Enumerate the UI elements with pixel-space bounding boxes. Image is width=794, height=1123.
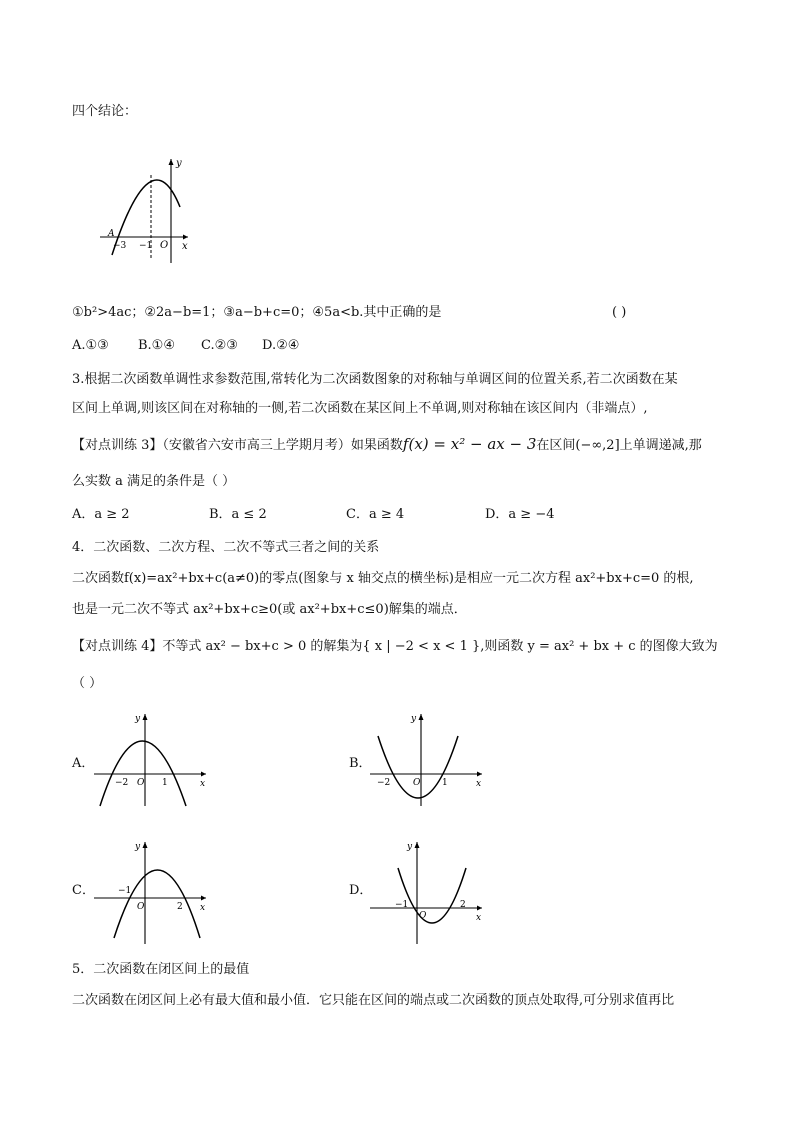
graph-b-tick-left: −2 — [377, 778, 391, 788]
q2-option-a: A.①③ — [72, 338, 109, 353]
graph-d-origin: O — [419, 911, 427, 921]
graph-c-tick-right: 2 — [177, 902, 183, 912]
graph-c-label: C． — [72, 883, 95, 898]
graph-a-tick-right: 1 — [162, 778, 168, 788]
graph-d-x-label: x — [476, 913, 482, 923]
q2-statements: ①b²>4ac；②2a−b=1；③a−b+c=0；④5a<b.其中正确的是 — [72, 305, 442, 320]
graph-c-tick-left: −1 — [118, 886, 132, 896]
graph-b-y-label: y — [411, 714, 417, 724]
graph-b-origin: O — [413, 778, 421, 788]
exercise4-paren: （ ） — [72, 676, 103, 691]
graph-b-tick-right: 1 — [442, 778, 448, 788]
graph-c-x-label: x — [200, 903, 206, 913]
exercise3-rest: 在区间(−∞,2]上单调递减,那 — [536, 438, 702, 453]
y-label: y — [176, 158, 182, 169]
graph-b — [368, 710, 488, 810]
graph-a-origin: O — [137, 778, 145, 788]
exercise3-option-a: A．a ≥ 2 — [72, 507, 130, 522]
graph-c-origin: O — [137, 902, 145, 912]
exercise3-line1 — [72, 437, 702, 452]
graph-d-label: D． — [349, 883, 373, 898]
section5-line1: 二次函数在闭区间上必有最大值和最小值．它只能在区间的端点或二次函数的顶点处取得,可分别求值再比 — [72, 993, 675, 1008]
graph-b-x-label: x — [476, 779, 482, 789]
graph-d-tick-right: 2 — [460, 900, 466, 910]
graph-a — [92, 710, 212, 810]
section5-title: 5．二次函数在闭区间上的最值 — [72, 962, 250, 977]
graph-a-y-label: y — [135, 714, 141, 724]
exercise3-tag: 【对点训练 3】 — [72, 438, 163, 453]
exercise4-tag: 【对点训练 4】 — [72, 639, 163, 654]
graph-c — [92, 838, 212, 946]
exercise3-option-c: C．a ≥ 4 — [346, 507, 405, 522]
graph-c-y-label: y — [135, 842, 141, 852]
section4-title: 4．二次函数、二次方程、二次不等式三者之间的关系 — [72, 540, 380, 555]
graph-a-tick-left: −2 — [115, 778, 129, 788]
graph-d-y-label: y — [407, 842, 413, 852]
exercise3-source: （安徽省六安市高三上学期月考）如果函数 — [162, 438, 403, 453]
exercise3-function: f(x) = x² − ax − 3 — [402, 435, 537, 453]
q2-option-b: B.①④ — [138, 338, 175, 353]
q2-option-c: C.②③ — [201, 338, 238, 353]
graph-d-curve — [398, 868, 466, 923]
q2-answer-paren: ( ) — [612, 305, 627, 320]
section4-line1: 二次函数f(x)=ax²+bx+c(a≠0)的零点(图象与 x 轴交点的横坐标)是相应一元二次方程 ax²+bx+c=0 的根, — [72, 571, 694, 586]
q2-option-d: D.②④ — [262, 338, 300, 353]
section3-line1: 3.根据二次函数单调性求参数范围,常转化为二次函数图象的对称轴与单调区间的位置关系,若二次函数在某 — [72, 372, 678, 387]
tick-minus-3: −3 — [113, 241, 127, 251]
exercise3-line2: 么实数 a 满足的条件是（ ） — [72, 474, 236, 489]
tick-minus-1: −1 — [139, 241, 153, 251]
section4-line2: 也是一元二次不等式 ax²+bx+c≥0(或 ax²+bx+c≤0)解集的端点． — [72, 602, 467, 617]
parabola-figure-1 — [100, 155, 200, 265]
origin-label: O — [160, 240, 169, 251]
graph-d — [368, 838, 488, 946]
x-label: x — [182, 241, 188, 252]
exercise4-text: 不等式 ax² − bx+c > 0 的解集为{ x | −2 < x < 1 },则函数 y = ax² + bx + c 的图像大致为 — [162, 639, 718, 654]
graph-d-tick-left: −1 — [395, 900, 409, 910]
graph-b-curve — [378, 736, 458, 798]
section3-line2: 区间上单调,则该区间在对称轴的一侧,若二次函数在某区间上不单调,则对称轴在该区间内（非端点）, — [72, 401, 648, 416]
graph-a-label: A． — [72, 756, 95, 771]
exercise3-option-b: B．a ≤ 2 — [209, 507, 267, 522]
graph-a-x-label: x — [200, 779, 206, 789]
intro-text: 四个结论： — [72, 104, 138, 119]
graph-c-curve — [114, 870, 200, 938]
graph-b-label: B． — [349, 756, 372, 771]
exercise4-line1 — [72, 640, 718, 653]
exercise3-option-d: D．a ≥ −4 — [485, 507, 555, 522]
point-a-label: A — [108, 229, 115, 239]
